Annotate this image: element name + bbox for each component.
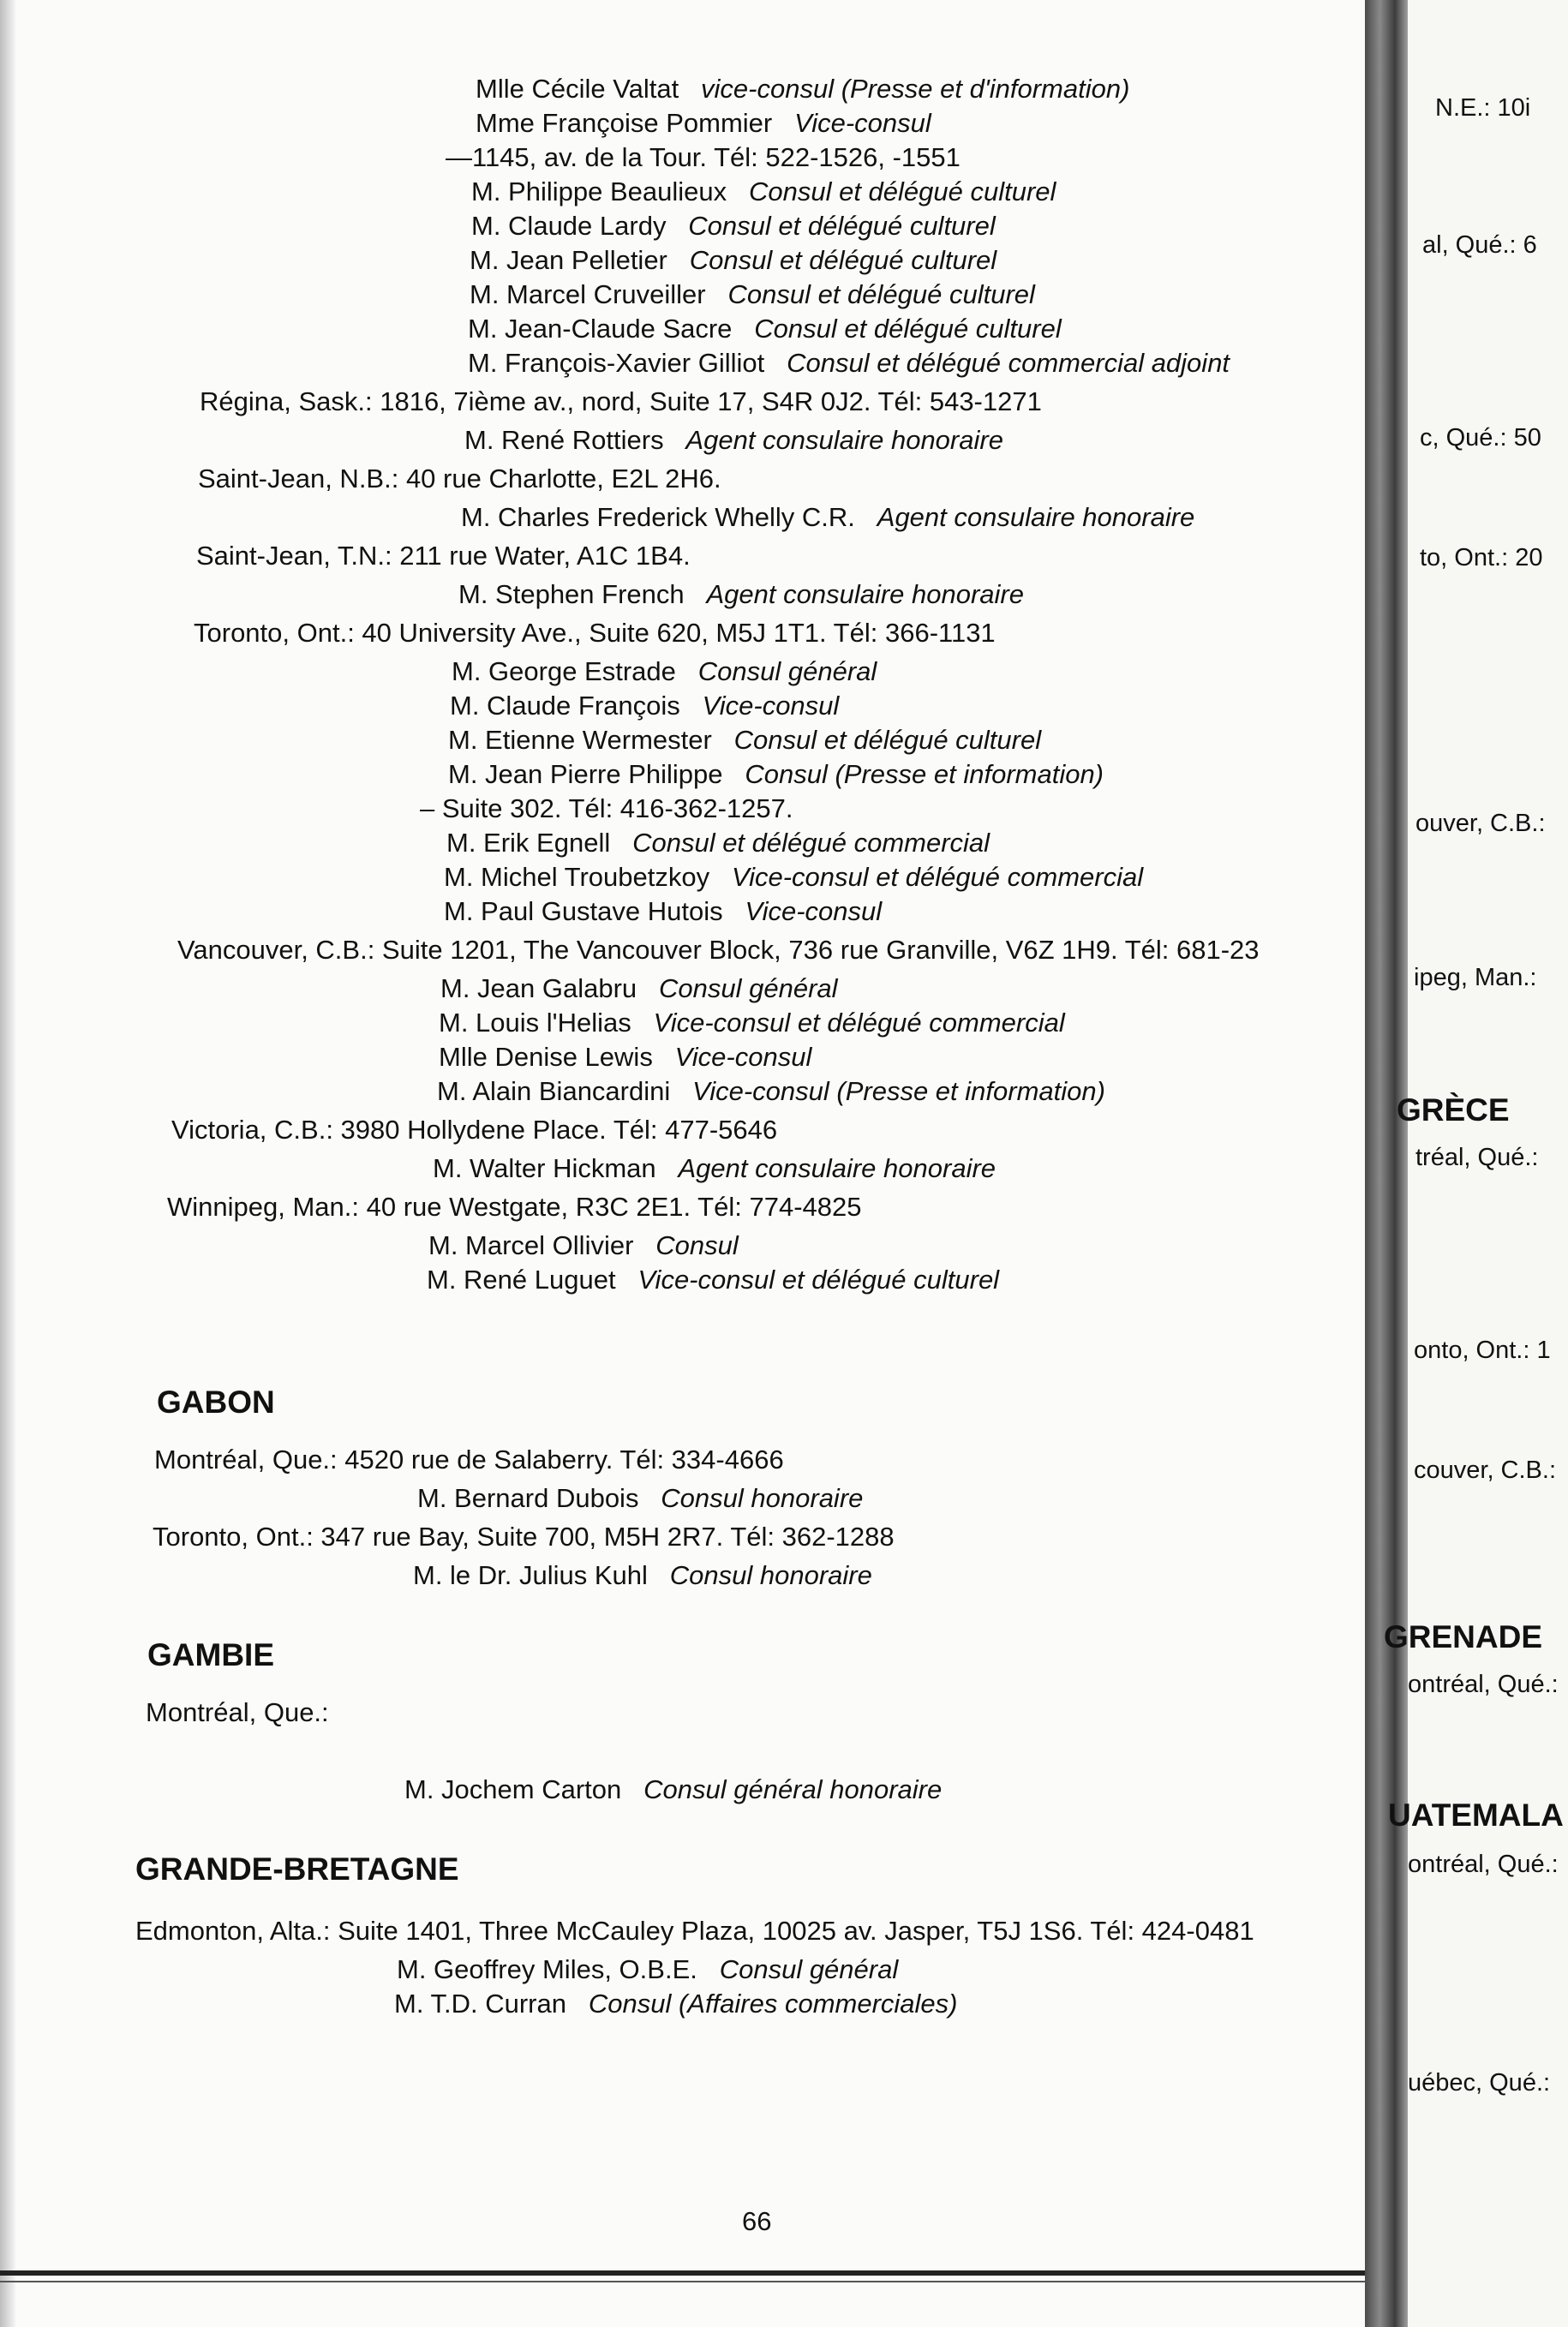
entry-line (433, 1152, 996, 1185)
entry-title: Consul et délégué culturel (733, 725, 1042, 755)
entry-line (439, 1041, 811, 1074)
entry-name: M. Claude François (450, 691, 680, 721)
entry-name: M. T.D. Curran (394, 1989, 566, 2019)
right-page-fragment: uébec, Qué.: (1408, 2069, 1551, 2097)
entry-name: M. Claude Lardy (471, 211, 667, 241)
entry-name: Saint-Jean, T.N.: 211 rue Water, A1C 1B4. (196, 541, 691, 571)
entry-title: Agent consulaire honoraire (877, 502, 1195, 532)
entry-line (154, 1444, 784, 1476)
right-page-heading: GRÈCE (1397, 1092, 1510, 1128)
entry-line (417, 1482, 863, 1515)
country-heading: GABON (157, 1385, 275, 1420)
entry-title: Consul général (719, 1954, 899, 1984)
page-left-edge (0, 0, 15, 2327)
entry-name: Toronto, Ont.: 40 University Ave., Suite 620, M5J 1T1. Tél: 366-1131 (194, 618, 996, 648)
entry-line (420, 793, 793, 825)
entry-title: Consul et délégué culturel (689, 245, 997, 275)
entry-line (448, 724, 1041, 757)
entry-line (444, 895, 882, 928)
entry-name: Victoria, C.B.: 3980 Hollydene Place. Tél: 477-5646 (171, 1115, 778, 1145)
entry-title: Consul général honoraire (643, 1774, 943, 1804)
entry-line (461, 501, 1194, 534)
entry-line (413, 1559, 872, 1592)
entry-title: Agent consulaire honoraire (678, 1153, 996, 1183)
right-page-fragment: ontréal, Qué.: (1408, 1851, 1559, 1878)
right-page-fragment: ouver, C.B.: (1415, 810, 1546, 837)
entry-line (200, 386, 1042, 418)
entry-name: Edmonton, Alta.: Suite 1401, Three McCauley Plaza, 10025 av. Jasper, T5J 1S6. Tél: 424-0481 (135, 1916, 1254, 1946)
entry-line (198, 463, 721, 495)
entry-name: Vancouver, C.B.: Suite 1201, The Vancouver Block, 736 rue Granville, V6Z 1H9. Tél: 681-23 (177, 935, 1260, 965)
entry-line (468, 313, 1062, 345)
entry-name: M. Marcel Cruveiller (470, 279, 706, 309)
entry-name: M. Bernard Dubois (417, 1483, 639, 1513)
right-page-fragment: N.E.: 10i (1435, 94, 1531, 122)
entry-line (448, 758, 1104, 791)
entry-title: Vice-consul et délégué commercial (731, 862, 1144, 892)
entry-title: Agent consulaire honoraire (685, 425, 1003, 455)
entry-line (404, 1774, 942, 1806)
entry-name: M. Walter Hickman (433, 1153, 656, 1183)
right-page-fragment: ipeg, Man.: (1414, 964, 1537, 991)
entry-name: Mlle Denise Lewis (439, 1042, 653, 1072)
entry-title: Vice-consul (Presse et information) (692, 1076, 1105, 1106)
entry-name: —1145, av. de la Tour. Tél: 522-1526, -1551 (446, 142, 961, 172)
country-heading: GAMBIE (147, 1637, 274, 1672)
entry-line (146, 1696, 329, 1729)
entry-name: M. Alain Biancardini (437, 1076, 671, 1106)
entry-line (476, 73, 1129, 105)
country-heading: GRANDE-BRETAGNE (135, 1851, 459, 1887)
entry-name: Mlle Cécile Valtat (476, 74, 679, 104)
entry-name: Montréal, Que.: (146, 1697, 329, 1727)
entry-title: Consul honoraire (669, 1560, 872, 1590)
entry-title: vice-consul (Presse et d'information) (701, 74, 1130, 104)
entry-line (440, 972, 838, 1005)
entry-name: Mme Françoise Pommier (476, 108, 773, 138)
entry-line (153, 1521, 895, 1553)
entry-name: M. Jochem Carton (404, 1774, 622, 1804)
entry-line (450, 690, 839, 722)
entry-name: Toronto, Ont.: 347 rue Bay, Suite 700, M5H 2R7. Tél: 362-1288 (153, 1522, 895, 1552)
entry-title: Vice-consul (745, 896, 883, 926)
right-page-fragment: tréal, Qué.: (1415, 1144, 1539, 1171)
right-page-fragment: al, Qué.: 6 (1422, 231, 1537, 259)
entry-name: Winnipeg, Man.: 40 rue Westgate, R3C 2E1. Tél: 774-4825 (167, 1192, 862, 1222)
entry-line (444, 861, 1143, 894)
entry-line (476, 107, 931, 140)
entry-name: M. Geoffrey Miles, O.B.E. (397, 1954, 697, 1984)
entry-title: Consul général (659, 973, 838, 1003)
right-page-fragment: ontréal, Qué.: (1408, 1671, 1559, 1698)
entry-line (135, 1915, 1254, 1947)
entry-title: Consul et délégué culturel (688, 211, 996, 241)
entry-title: Consul et délégué commercial adjoint (787, 348, 1230, 378)
entry-line (439, 1007, 1065, 1039)
entry-title: Consul (655, 1230, 739, 1260)
right-page-fragment: onto, Ont.: 1 (1414, 1337, 1551, 1364)
entry-name: Saint-Jean, N.B.: 40 rue Charlotte, E2L 2H6. (198, 464, 721, 494)
entry-line (167, 1191, 861, 1223)
entry-title: Consul et délégué culturel (754, 314, 1062, 344)
entry-name: M. Charles Frederick Whelly C.R. (461, 502, 855, 532)
entry-name: Régina, Sask.: 1816, 7ième av., nord, Suite 17, S4R 0J2. Tél: 543-1271 (200, 386, 1042, 416)
entry-line (446, 141, 961, 174)
entry-name: M. Erik Egnell (446, 828, 611, 858)
entry-name: M. Etienne Wermester (448, 725, 712, 755)
entry-line (177, 934, 1260, 966)
entry-name: Montréal, Que.: 4520 rue de Salaberry. Tél: 334-4666 (154, 1445, 784, 1475)
entry-title: Agent consulaire honoraire (706, 579, 1025, 609)
book-spine-shadow (1365, 0, 1408, 2327)
entry-title: Consul et délégué culturel (727, 279, 1035, 309)
entry-name: – Suite 302. Tél: 416-362-1257. (420, 793, 793, 823)
entry-name: M. Jean Galabru (440, 973, 637, 1003)
entry-name: M. Jean Pierre Philippe (448, 759, 723, 789)
entry-title: Consul et délégué culturel (748, 176, 1056, 206)
entry-title: Vice-consul (674, 1042, 812, 1072)
right-page-heading: UATEMALA (1388, 1798, 1564, 1833)
entry-name: M. le Dr. Julius Kuhl (413, 1560, 648, 1590)
entry-line (196, 540, 691, 572)
entry-name: M. Jean Pelletier (470, 245, 667, 275)
entry-line (446, 827, 990, 859)
entry-line (471, 176, 1056, 208)
bottom-rule (0, 2270, 1365, 2276)
entry-line (452, 655, 877, 688)
entry-line (468, 347, 1230, 380)
entry-name: M. Louis l'Helias (439, 1008, 631, 1038)
entry-title: Consul général (697, 656, 877, 686)
entry-title: Consul honoraire (661, 1483, 864, 1513)
entry-title: Consul (Presse et information) (745, 759, 1104, 789)
entry-line (171, 1114, 777, 1146)
right-page-fragment: to, Ont.: 20 (1420, 544, 1543, 571)
entry-name: M. René Rottiers (464, 425, 664, 455)
entry-line (428, 1229, 739, 1262)
entry-line (464, 424, 1003, 457)
entry-name: M. George Estrade (452, 656, 676, 686)
bottom-rule-thin (0, 2281, 1365, 2282)
entry-line (194, 617, 996, 649)
entry-line (397, 1953, 898, 1986)
entry-title: Vice-consul (794, 108, 931, 138)
entry-name: M. François-Xavier Gilliot (468, 348, 765, 378)
entry-line (458, 578, 1024, 611)
entry-line (470, 278, 1035, 311)
entry-title: Vice-consul et délégué culturel (637, 1265, 1000, 1295)
entry-line (470, 244, 996, 277)
entry-name: M. Marcel Ollivier (428, 1230, 634, 1260)
right-page-fragment: c, Qué.: 50 (1420, 424, 1541, 452)
page-number: 66 (742, 2206, 772, 2236)
entry-line (437, 1075, 1105, 1108)
entry-name: M. René Luguet (427, 1265, 616, 1295)
entry-title: Consul (Affaires commerciales) (588, 1989, 958, 2019)
entry-line (471, 210, 996, 242)
entry-line (427, 1264, 999, 1296)
entry-name: M. Jean-Claude Sacre (468, 314, 733, 344)
entry-title: Vice-consul (702, 691, 840, 721)
entry-name: M. Paul Gustave Hutois (444, 896, 723, 926)
right-page-fragment: couver, C.B.: (1414, 1457, 1557, 1484)
entry-name: M. Michel Troubetzkoy (444, 862, 710, 892)
entry-line (394, 1988, 958, 2020)
entry-name: M. Philippe Beaulieux (471, 176, 727, 206)
entry-name: M. Stephen French (458, 579, 685, 609)
right-page-heading: GRENADE (1384, 1619, 1543, 1654)
entry-title: Vice-consul et délégué commercial (653, 1008, 1065, 1038)
entry-title: Consul et délégué commercial (632, 828, 990, 858)
